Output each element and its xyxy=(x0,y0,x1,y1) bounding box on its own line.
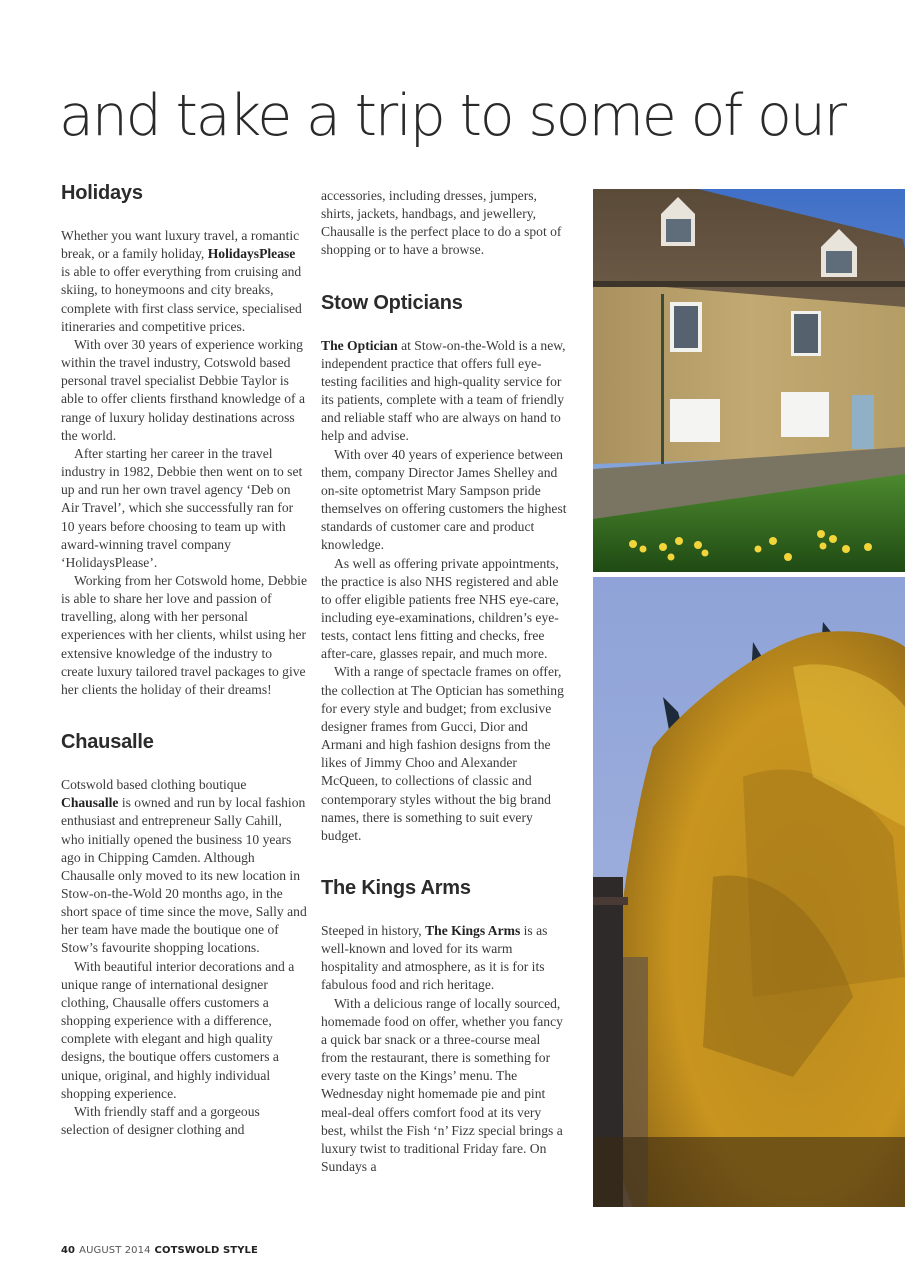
text: at Stow-on-the-Wold is a new, independent practice that offers full eye-testing facilities and high-quality service for its patients, complete with a team of friendly and reliable staff who are always on hand to help and advise. xyxy=(321,337,566,444)
section-title-kings-arms: The Kings Arms xyxy=(321,877,471,899)
holidays-paragraph-3: After starting her career in the travel industry in 1982, Debbie then went on to set up and run her own travel agency ‘Deb on Air Travel’, which she successfully ran for 10 years before choosing to team up with award-winning travel company ‘HolidaysPlease’. xyxy=(61,445,303,570)
kings-arms-paragraph-2: With a delicious range of locally sourced, homemade food on offer, whether you fancy a quick bar snack or a three-course meal from the restaurant, there is something for every taste on the Kings’ menu. The Wednesday night homemade pie and pint meal-deal offers comfort food at its very best, whilst the Fish ‘n’ Fizz special brings a luxury twist to traditional Friday fare. On Sundays a xyxy=(321,995,563,1175)
chausalle-paragraph-3-cont: accessories, including dresses, jumpers, shirts, jackets, handbags, and jewellery, Chausalle is the perfect place to do a spot of shopping or to have a browse. xyxy=(321,188,562,258)
holidays-paragraph-2: With over 30 years of experience working within the travel industry, Cotswold based personal travel specialist Debbie Taylor is able to offer clients firsthand knowledge of a range of luxury holiday destinations across the world. xyxy=(61,336,305,443)
issue-date: AUGUST 2014 xyxy=(79,1245,151,1256)
text: Cotswold based clothing boutique xyxy=(61,777,247,793)
section-title-opticians: Stow Opticians xyxy=(321,291,463,314)
business-name: Chausalle xyxy=(61,795,119,811)
chausalle-paragraph-1 xyxy=(61,776,307,958)
text: is owned and run by local fashion enthusiast and entrepreneur Sally Cahill, who initially opened the business 10 years ago in Chipping Camden. Although Chausalle only moved to its new location in Stow-on-the-Wold 20 months ago, in the short space of time since the move, Sally and her team have made the boutique one of Stow’s favourite shopping locations. xyxy=(61,795,307,956)
text: is as well-known and loved for its warm hospitality and atmosphere, as it is for its fabulous food and rich heritage. xyxy=(321,923,548,993)
business-name: HolidaysPlease xyxy=(207,246,296,262)
business-name: The Optician xyxy=(321,337,398,353)
holidays-paragraph-1 xyxy=(61,227,307,336)
section-title-holidays: Holidays xyxy=(61,182,143,204)
text: Steeped in history, xyxy=(321,923,426,938)
kings-arms-paragraph-1 xyxy=(321,922,567,995)
opticians-paragraph-3: As well as offering private appointments, the practice is also NHS registered and able to offer eligible patients free NHS eye-care, including eye-examinations, children’s eye-tests, contact lens fitting and checks, free after-care, glasses repair, and much more. xyxy=(321,555,559,662)
magazine-name: COTSWOLD STYLE xyxy=(154,1245,258,1256)
chausalle-paragraph-3-start: With friendly staff and a gorgeous selection of designer clothing and xyxy=(61,1103,260,1138)
business-name: The Kings Arms xyxy=(425,923,521,938)
text: Whether you want luxury travel, a romantic break, or a family holiday, xyxy=(61,228,300,262)
section-title-chausalle: Chausalle xyxy=(61,731,154,754)
opticians-paragraph-4: With a range of spectacle frames on offer, the collection at The Optician has something for every style and budget; from exclusive designer frames from Gucci, Dior and Armani and high fashion designs from the likes of Jimmy Choo and Alexander McQueen, to collections of classic and contemporary styles without the big brand names, there is something to suit every budget. xyxy=(321,664,564,843)
text: is able to offer everything from cruising and skiing, to honeymoons and city breaks, complete with first class service, specialised itineraries and competitive prices. xyxy=(61,264,302,334)
column-left xyxy=(61,180,307,1139)
page-headline: and take a trip to some of our xyxy=(59,83,845,149)
photo-cotswold-cottages xyxy=(593,189,905,572)
holidays-paragraph-4: Working from her Cotswold home, Debbie is able to share her love and passion of travelling, along with her personal experiences with her clients, whilst using her extensive knowledge of the industry to create luxury tailored travel packages to give her clients the holiday of their dreams! xyxy=(61,572,307,697)
page-number: 40 xyxy=(61,1245,76,1256)
opticians-paragraph-2: With over 40 years of experience between them, company Director James Shelley and on-site optometrist Mary Sampson pride themselves on offering customers the highest standards of customer care and product knowledge. xyxy=(321,446,567,553)
column-middle xyxy=(321,187,567,1176)
photo-yellow-tree xyxy=(593,577,905,1207)
opticians-paragraph-1 xyxy=(321,337,567,446)
chausalle-paragraph-2: With beautiful interior decorations and a unique range of international designer clothing, Chausalle offers customers a shopping experience with a difference, complete with elegant and high quality designs, the boutique offers customers a unique, original, and highly individual shopping experience. xyxy=(61,958,295,1101)
page-footer xyxy=(61,1245,258,1256)
